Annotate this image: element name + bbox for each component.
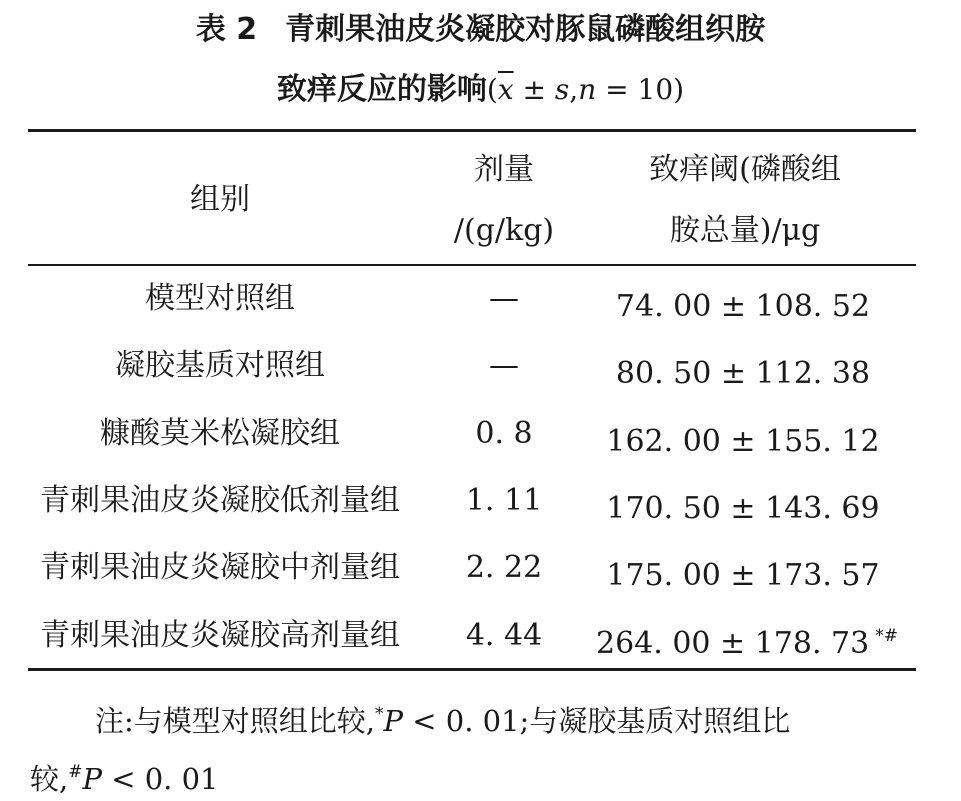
row-group-cell: 青刺果油皮炎凝胶中剂量组 [40, 550, 400, 585]
row-group-cell: 青刺果油皮炎凝胶高剂量组 [40, 618, 400, 653]
table-row [0, 346, 961, 391]
table-caption-line-2 [0, 70, 961, 110]
table-caption-line-1 [0, 10, 961, 50]
significance-mark: *# [875, 626, 898, 646]
table-row [0, 414, 961, 459]
row-dose-cell: — [489, 348, 519, 383]
table-caption-statistics: $(\overline{x} \pm s,n = 10)$ [486, 73, 685, 106]
table-caption-title-line-1: 青刺果油皮炎凝胶对豚鼠磷酸组织胺 [285, 12, 766, 47]
row-threshold-cell: 80. 50 ± 112. 38 [615, 356, 871, 391]
table-row [0, 481, 961, 526]
row-group-cell: 模型对照组 [145, 281, 295, 316]
row-threshold-cell: 170. 50 ± 143. 69 [606, 491, 880, 526]
table-caption-label: 表 2 [195, 12, 258, 47]
row-dose-cell: — [489, 281, 519, 316]
row-dose-cell: 2. 22 [465, 550, 543, 585]
table-caption-title-line-2: 致痒反应的影响 [276, 72, 487, 107]
table-row [0, 279, 961, 324]
table-row [0, 616, 961, 661]
row-group-cell: 糠酸莫米松凝胶组 [100, 416, 340, 451]
row-threshold-cell: 162. 00 ± 155. 12 [606, 424, 880, 459]
row-dose-cell: 4. 44 [465, 618, 543, 653]
table-note-line-2: 较,#P < 0. 01 [30, 762, 219, 796]
table-row [0, 548, 961, 593]
row-threshold-cell: 264. 00 ± 178. 73 *# [596, 626, 898, 661]
table-top-rule [28, 129, 916, 132]
row-threshold-cell: 74. 00 ± 108. 52 [615, 289, 871, 324]
header-dose-line-1: 剂量 [474, 152, 534, 187]
row-group-cell: 青刺果油皮炎凝胶低剂量组 [40, 483, 400, 518]
table-header-rule [28, 264, 916, 266]
row-threshold-cell: 175. 00 ± 173. 57 [606, 558, 880, 593]
table-note-line-1: 注:与模型对照组比较,*P < 0. 01;与凝胶基质对照组比 [95, 704, 791, 738]
row-dose-cell: 0. 8 [475, 416, 533, 451]
header-threshold-line-1: 致痒阈(磷酸组 [649, 152, 841, 187]
row-group-cell: 凝胶基质对照组 [115, 348, 325, 383]
row-dose-cell: 1. 11 [465, 483, 543, 518]
header-group: 组别 [190, 182, 250, 217]
table-bottom-rule [28, 668, 916, 671]
header-dose-line-2: /(g/kg) [453, 213, 555, 248]
header-threshold-line-2: 胺总量)/μg [669, 213, 821, 248]
